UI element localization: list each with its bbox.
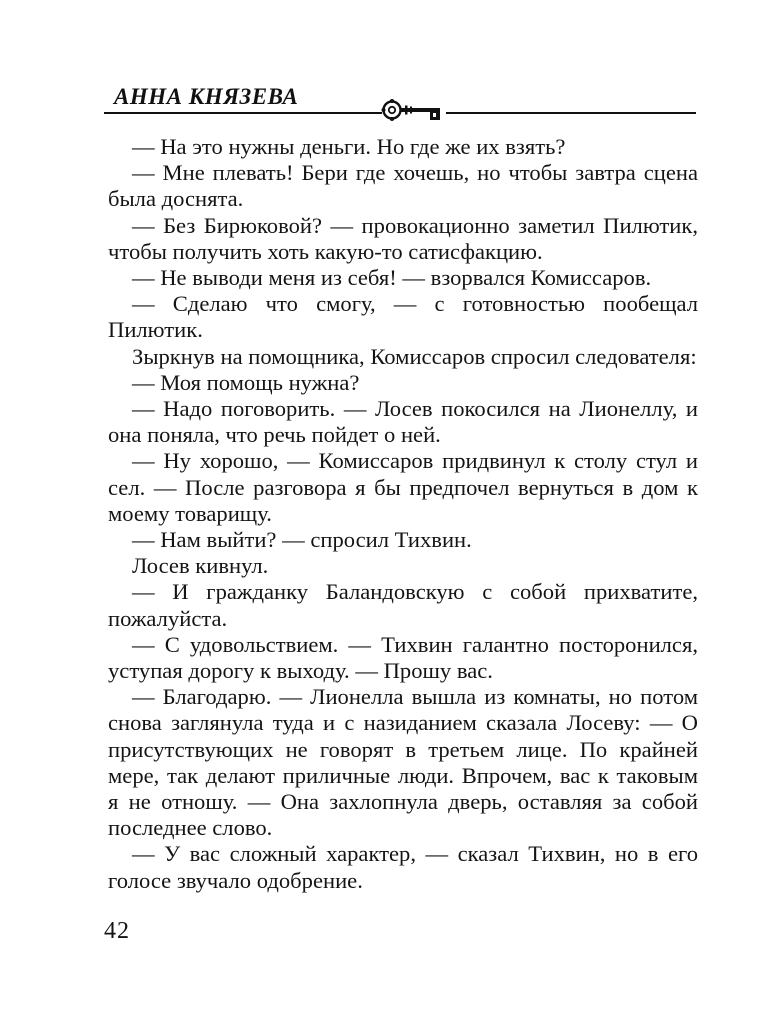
paragraph: — Надо поговорить. — Лосев покосился на Лионеллу, и она поняла, что речь пойдет о ней. xyxy=(108,396,698,448)
paragraph: — Благодарю. — Лионелла вышла из комнаты, но потом снова заглянула туда и с назиданием сказала Лосеву: — О присутствующих не говорят в третьем лице. По крайней мере, так делают приличные люди. Впрочем, вас к таковым я не отношу. — Она захлопнула дверь, оставляя за собой последнее слово. xyxy=(108,684,698,841)
paragraph: Лосев кивнул. xyxy=(132,553,269,579)
paragraph: — Мне плевать! Бери где хочешь, но чтобы завтра сцена была доснята. xyxy=(108,160,698,212)
paragraph: — Нам выйти? — спросил Тихвин. xyxy=(132,527,472,553)
running-header xyxy=(104,80,696,124)
author-name: АННА КНЯЗЕВА xyxy=(114,84,299,109)
paragraph: Зыркнув на помощника, Комиссаров спросил следователя: xyxy=(132,343,697,369)
paragraph: — Ну хорошо, — Комиссаров придвинул к столу стул и сел. — После разговора я бы предпочел вернуться в дом к моему товарищу. xyxy=(108,448,698,526)
paragraph: — И гражданку Баландовскую с собой прихватите, пожалуйста. xyxy=(108,579,698,631)
paragraph: — С удовольствием. — Тихвин галантно посторонился, уступая дорогу к выходу. — Прошу вас. xyxy=(108,631,698,684)
paragraph: — Не выводи меня из себя! — взорвался Комиссаров. xyxy=(132,265,652,291)
key-icon xyxy=(378,96,450,124)
paragraph: — Без Бирюковой? — провокационно заметил Пилютик, чтобы получить хоть какую-то сатисфакцию. xyxy=(108,212,698,264)
body-text xyxy=(108,134,698,894)
paragraph: — Моя помощь нужна? xyxy=(132,369,360,395)
page-number: 42 xyxy=(104,918,130,944)
paragraph: — На это нужны деньги. Но где же их взять? xyxy=(132,134,566,159)
paragraph: — У вас сложный характер, — сказал Тихвин, но в его голосе звучало одобрение. xyxy=(108,841,698,893)
paragraph: — Сделаю что смогу, — с готовностью пообещал Пилютик. xyxy=(108,291,698,343)
